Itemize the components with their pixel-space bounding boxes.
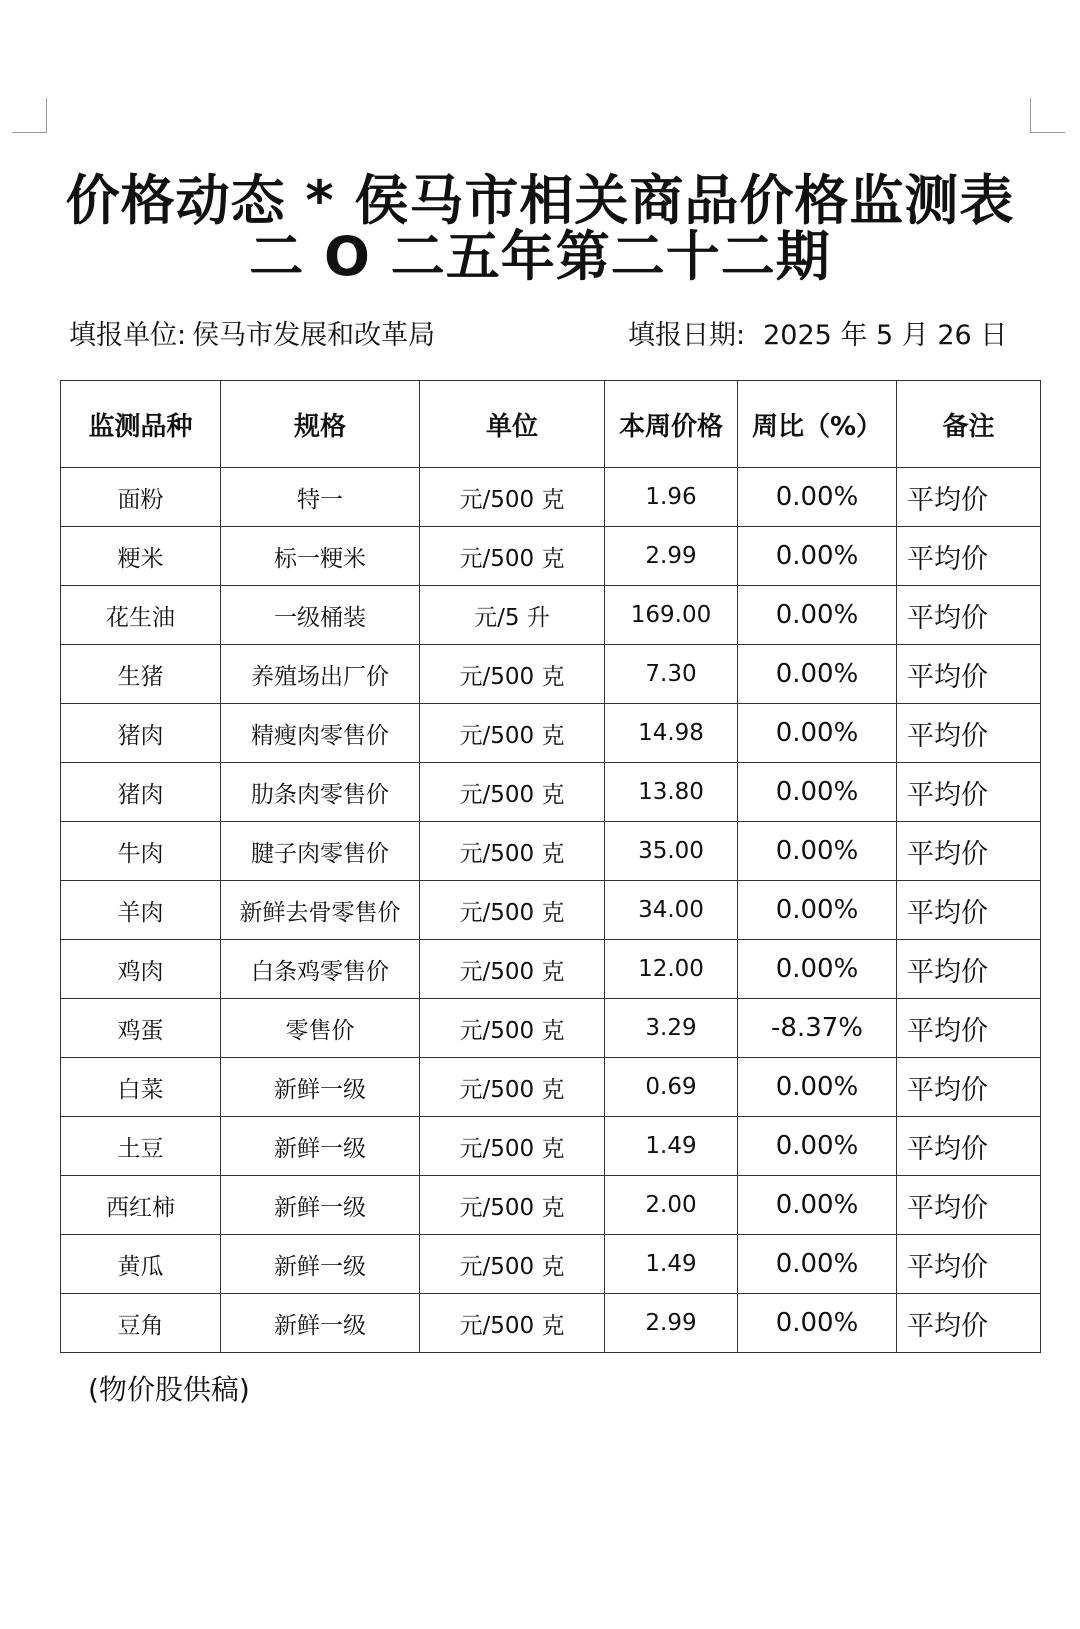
table-row <box>61 1117 1041 1176</box>
cell-item: 土豆 <box>61 1117 221 1176</box>
table-row <box>61 1176 1041 1235</box>
cell-unit: 元/500 克 <box>420 1176 605 1235</box>
cell-change: 0.00% <box>738 1176 897 1235</box>
cell-item: 花生油 <box>61 586 221 645</box>
cell-unit: 元/500 克 <box>420 940 605 999</box>
footnote-source: (物价股供稿) <box>88 1373 250 1406</box>
cell-change: 0.00% <box>738 763 897 822</box>
cell-item: 粳米 <box>61 527 221 586</box>
cell-item: 白菜 <box>61 1058 221 1117</box>
header-note: 备注 <box>897 381 1041 468</box>
cell-price: 2.00 <box>605 1176 738 1235</box>
cell-change: -8.37% <box>738 999 897 1058</box>
cell-change: 0.00% <box>738 645 897 704</box>
cell-change: 0.00% <box>738 1058 897 1117</box>
report-date-info <box>628 318 1007 354</box>
cell-unit: 元/500 克 <box>420 704 605 763</box>
table-row <box>61 586 1041 645</box>
cell-unit: 元/500 克 <box>420 1117 605 1176</box>
cell-price: 2.99 <box>605 527 738 586</box>
table-row <box>61 1058 1041 1117</box>
cell-unit: 元/500 克 <box>420 763 605 822</box>
cell-change: 0.00% <box>738 881 897 940</box>
cell-price: 35.00 <box>605 822 738 881</box>
header-spec: 规格 <box>221 381 420 468</box>
cell-note: 平均价 <box>897 999 1041 1058</box>
cell-unit: 元/500 克 <box>420 822 605 881</box>
cell-change: 0.00% <box>738 1117 897 1176</box>
cell-price: 1.49 <box>605 1235 738 1294</box>
cell-change: 0.00% <box>738 822 897 881</box>
cell-note: 平均价 <box>897 645 1041 704</box>
price-monitoring-table <box>60 380 1041 1353</box>
table-row <box>61 940 1041 999</box>
table-row <box>61 468 1041 527</box>
cell-change: 0.00% <box>738 1235 897 1294</box>
table-row <box>61 645 1041 704</box>
table-row <box>61 999 1041 1058</box>
cell-item: 猪肉 <box>61 704 221 763</box>
cell-item: 鸡蛋 <box>61 999 221 1058</box>
cell-unit: 元/500 克 <box>420 645 605 704</box>
table-row <box>61 1235 1041 1294</box>
cell-price: 34.00 <box>605 881 738 940</box>
cell-spec: 新鲜一级 <box>221 1117 420 1176</box>
header-week-change: 周比（%） <box>738 381 897 468</box>
cell-item: 生猪 <box>61 645 221 704</box>
issue-subtitle: 二 O 二五年第二十二期 <box>249 225 831 288</box>
cell-spec: 腱子肉零售价 <box>221 822 420 881</box>
cell-unit: 元/500 克 <box>420 1058 605 1117</box>
cell-spec: 零售价 <box>221 999 420 1058</box>
cell-spec: 新鲜一级 <box>221 1294 420 1353</box>
document-title: 价格动态 * 侯马市相关商品价格监测表 <box>65 169 1015 232</box>
header-item: 监测品种 <box>61 381 221 468</box>
cell-spec: 养殖场出厂价 <box>221 645 420 704</box>
cell-note: 平均价 <box>897 468 1041 527</box>
cell-spec: 精瘦肉零售价 <box>221 704 420 763</box>
cell-price: 13.80 <box>605 763 738 822</box>
cell-unit: 元/500 克 <box>420 881 605 940</box>
table-body <box>61 468 1041 1353</box>
table-row <box>61 704 1041 763</box>
cell-note: 平均价 <box>897 704 1041 763</box>
header-price: 本周价格 <box>605 381 738 468</box>
cell-note: 平均价 <box>897 1176 1041 1235</box>
cell-price: 12.00 <box>605 940 738 999</box>
cell-price: 14.98 <box>605 704 738 763</box>
table-header-row <box>61 381 1041 468</box>
cell-unit: 元/500 克 <box>420 527 605 586</box>
cell-item: 西红柿 <box>61 1176 221 1235</box>
cell-spec: 新鲜一级 <box>221 1235 420 1294</box>
cell-unit: 元/5 升 <box>420 586 605 645</box>
cell-item: 黄瓜 <box>61 1235 221 1294</box>
cell-spec: 肋条肉零售价 <box>221 763 420 822</box>
cell-item: 猪肉 <box>61 763 221 822</box>
cell-note: 平均价 <box>897 881 1041 940</box>
cell-spec: 新鲜一级 <box>221 1058 420 1117</box>
cell-price: 1.49 <box>605 1117 738 1176</box>
date-value: 2025 年 5 月 26 日 <box>763 320 1008 351</box>
cell-note: 平均价 <box>897 1058 1041 1117</box>
cell-change: 0.00% <box>738 1294 897 1353</box>
cell-unit: 元/500 克 <box>420 468 605 527</box>
cell-note: 平均价 <box>897 763 1041 822</box>
reporter-info <box>69 318 435 354</box>
cell-spec: 白条鸡零售价 <box>221 940 420 999</box>
cell-change: 0.00% <box>738 527 897 586</box>
cell-spec: 新鲜去骨零售价 <box>221 881 420 940</box>
cell-spec: 特一 <box>221 468 420 527</box>
cell-unit: 元/500 克 <box>420 1235 605 1294</box>
cell-note: 平均价 <box>897 527 1041 586</box>
cell-price: 0.69 <box>605 1058 738 1117</box>
cell-price: 3.29 <box>605 999 738 1058</box>
cell-unit: 元/500 克 <box>420 999 605 1058</box>
cell-price: 7.30 <box>605 645 738 704</box>
cell-item: 面粉 <box>61 468 221 527</box>
header-unit: 单位 <box>420 381 605 468</box>
cell-item: 鸡肉 <box>61 940 221 999</box>
cell-change: 0.00% <box>738 468 897 527</box>
table-row <box>61 527 1041 586</box>
table-row <box>61 763 1041 822</box>
cell-unit: 元/500 克 <box>420 1294 605 1353</box>
crop-mark-top-right <box>1030 98 1065 133</box>
cell-spec: 新鲜一级 <box>221 1176 420 1235</box>
cell-note: 平均价 <box>897 822 1041 881</box>
cell-note: 平均价 <box>897 1235 1041 1294</box>
table-row <box>61 1294 1041 1353</box>
cell-note: 平均价 <box>897 940 1041 999</box>
reporter-value: 侯马市发展和改革局 <box>192 320 436 351</box>
cell-price: 1.96 <box>605 468 738 527</box>
cell-item: 豆角 <box>61 1294 221 1353</box>
cell-spec: 标一粳米 <box>221 527 420 586</box>
cell-item: 牛肉 <box>61 822 221 881</box>
reporter-label: 填报单位: <box>69 320 187 351</box>
date-label: 填报日期: <box>628 320 746 351</box>
cell-note: 平均价 <box>897 1117 1041 1176</box>
cell-note: 平均价 <box>897 1294 1041 1353</box>
cell-price: 169.00 <box>605 586 738 645</box>
cell-note: 平均价 <box>897 586 1041 645</box>
cell-spec: 一级桶装 <box>221 586 420 645</box>
crop-mark-top-left <box>12 98 47 133</box>
cell-price: 2.99 <box>605 1294 738 1353</box>
table-row <box>61 822 1041 881</box>
table-row <box>61 881 1041 940</box>
cell-change: 0.00% <box>738 940 897 999</box>
cell-change: 0.00% <box>738 704 897 763</box>
cell-item: 羊肉 <box>61 881 221 940</box>
cell-change: 0.00% <box>738 586 897 645</box>
